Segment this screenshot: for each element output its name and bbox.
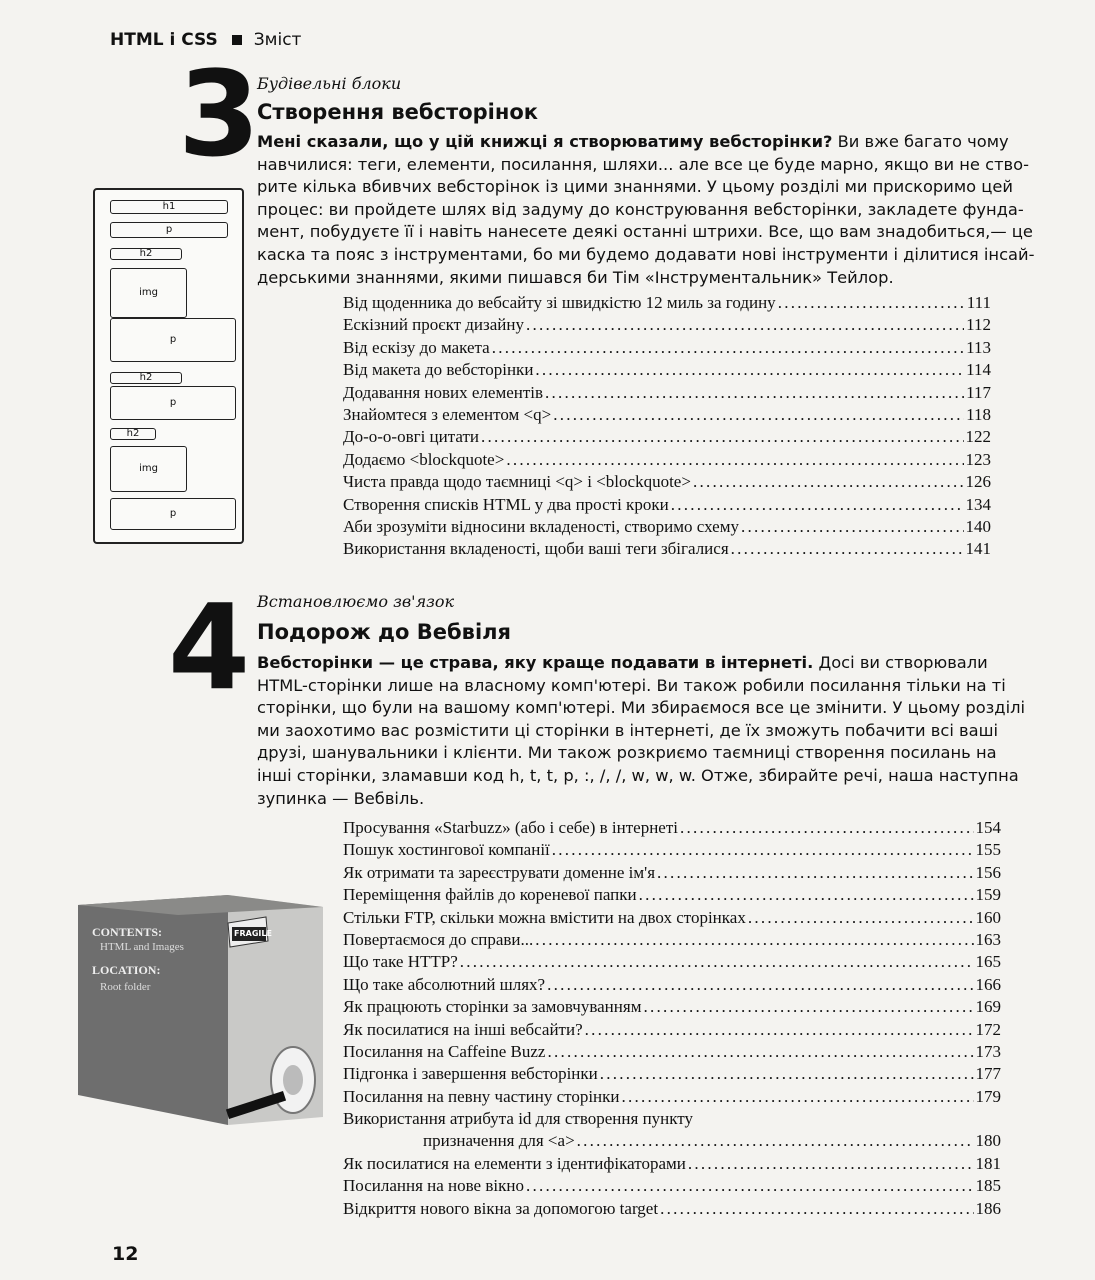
toc-entry[interactable] (343, 338, 991, 360)
toc-entry-page: 169 (975, 997, 1001, 1017)
toc-entry-page: 122 (965, 427, 991, 447)
toc-entry[interactable] (343, 360, 991, 382)
toc-entry-page: 154 (975, 818, 1001, 837)
toc-entry-page: 173 (975, 1041, 1001, 1061)
toc-entry-page: 134 (965, 494, 991, 514)
toc-entry[interactable] (343, 383, 991, 405)
box-contents-label: CONTENTS: (92, 925, 163, 939)
toc-entry[interactable] (343, 472, 991, 494)
intro-line: навчилися: теги, елементи, посилання, шляхи... але все це буде марно, якщо ви не ство- (257, 154, 1029, 174)
toc-entry-title: Просування «Starbuzz» (або і себе) в інтернеті (343, 818, 678, 837)
box-location-label: LOCATION: (92, 963, 161, 977)
dot-leader (688, 1154, 974, 1174)
toc-entry-page: 114 (966, 360, 991, 380)
intro-line: HTML-сторінки лише на власному комп'ютері. Ви також робили посилання тільки на ті (257, 675, 1006, 695)
toc-entry-page: 179 (975, 1086, 1001, 1106)
toc-entry-page: 185 (975, 1176, 1001, 1196)
intro-lead: Вебсторінки — це страва, яку краще подавати в інтернеті. (257, 653, 814, 672)
wireframe-block: img (110, 446, 187, 492)
intro-line: ми заохотимо вас розмістити ці сторінки в інтернеті, де їх зможуть побачити всі ваші (257, 720, 999, 740)
dot-leader (545, 383, 964, 403)
dot-leader (526, 1176, 974, 1196)
toc-entry[interactable] (343, 293, 991, 315)
toc-entry-page: 159 (975, 885, 1001, 905)
toc-entry-title: Стільки FTP, скільки можна вмістити на двох сторінках (343, 907, 746, 927)
toc-entry-title: Як працюють сторінки за замовчуванням (343, 997, 642, 1017)
dot-leader (639, 885, 974, 905)
dot-leader (553, 405, 964, 425)
toc-entry-page: 160 (975, 907, 1001, 927)
toc-entry-page: 112 (966, 315, 991, 335)
dot-leader (741, 517, 964, 537)
toc-entry[interactable] (343, 885, 1001, 907)
toc-entry[interactable] (343, 818, 1001, 840)
intro-line: Ви вже багато чому (837, 132, 1009, 151)
dot-leader (600, 1064, 974, 1084)
dot-leader (671, 495, 964, 515)
dot-leader (535, 360, 964, 380)
toc-entry[interactable] (343, 517, 991, 539)
toc-entry[interactable] (343, 539, 991, 561)
wireframe-block: p (110, 498, 236, 530)
toc-entry-title: Додаємо <blockquote> (343, 449, 505, 469)
toc-entry-title: Аби зрозуміти відносини вкладеності, створимо схему (343, 516, 739, 536)
chapter-title: Створення вебсторінок (257, 100, 539, 124)
toc-entry-page: 186 (975, 1198, 1001, 1218)
toc-entry[interactable] (343, 997, 1001, 1019)
toc-entry[interactable] (343, 495, 991, 517)
toc-entry[interactable] (343, 315, 991, 337)
toc-entry[interactable] (343, 1199, 1001, 1221)
intro-line: сторінки, що були на вашому комп'ютері. Ми збираємося все це змінити. У цьому розділі (257, 698, 1026, 718)
intro-line: мент, побудуєте її і навіть нанесете деякі останні штрихи. Все, що вам знадобиться,— це (257, 222, 1033, 242)
toc-entry-page: 181 (975, 1153, 1001, 1173)
toc-entry-title: Підгонка і завершення вебсторінки (343, 1064, 598, 1084)
toc-entry[interactable] (343, 1064, 1001, 1086)
toc-entry-page: 118 (966, 404, 991, 424)
toc-entry-title: Створення списків HTML у два прості кроки (343, 494, 669, 514)
wireframe-block: h2 (110, 248, 182, 260)
book-title: HTML і CSS (110, 30, 218, 50)
toc-entry-page: 172 (975, 1019, 1001, 1039)
toc-entry-page: 113 (966, 337, 991, 357)
intro-line: Досі ви створювали (818, 653, 988, 672)
intro-line: дерськими знаннями, якими пишався би Тім «Інструментальник» Тейлор. (257, 267, 894, 287)
dot-leader (481, 427, 963, 447)
toc-entry-title: Відкриття нового вікна за допомогою target (343, 1198, 659, 1218)
wireframe-block: p (110, 222, 228, 238)
dot-leader (622, 1087, 974, 1107)
toc-entry-page: 141 (965, 539, 991, 559)
intro-line: друзі, шанувальники і клієнти. Ми також розкриємо таємниці створення посилань на (257, 743, 997, 763)
toc-entry[interactable] (343, 840, 1001, 862)
toc-list (343, 293, 991, 562)
toc-entry-page: 166 (975, 974, 1001, 994)
box-contents-value: HTML and Images (100, 941, 184, 953)
toc-entry-title: Використання атрибута id для створення пункту (343, 1109, 694, 1129)
dot-leader (657, 863, 973, 883)
toc-entry-title: Як посилатися на елементи з ідентифікаторами (343, 1153, 686, 1173)
intro-lead: Мені сказали, що у цій книжці я створюватиму вебсторінки? (257, 132, 833, 151)
toc-entry[interactable] (343, 952, 1001, 974)
toc-entry-page: 156 (975, 862, 1001, 882)
dot-leader (535, 930, 973, 950)
dot-leader (680, 818, 974, 838)
toc-entry[interactable] (343, 1176, 1001, 1198)
dot-leader (547, 975, 973, 995)
toc-list (343, 818, 1001, 1221)
toc-entry-title: Посилання на певну частину сторінки (343, 1086, 620, 1106)
toc-entry[interactable] (343, 1087, 1001, 1109)
toc-entry-page: 177 (975, 1064, 1001, 1084)
dot-leader (506, 450, 963, 470)
toc-entry[interactable] (343, 405, 991, 427)
toc-entry[interactable] (343, 427, 991, 449)
dot-leader (585, 1020, 974, 1040)
chapter-subtitle: Встановлюємо зв'язок (257, 592, 455, 611)
intro-line: інші сторінки, зламавши код h, t, t, p, :, /, /, w, w, w. Отже, збирайте речі, наша наступна (257, 765, 1019, 785)
toc-entry-title: Переміщення файлів до кореневої папки (343, 885, 637, 905)
dot-leader (731, 539, 964, 559)
chapter-subtitle: Будівельні блоки (257, 74, 402, 93)
toc-entry-title: Додавання нових елементів (343, 382, 544, 402)
intro-line: процес: ви пройдете шлях від задуму до конструювання вебсторінки, закладете фунда- (257, 199, 1024, 219)
chapter-number: 4 (168, 578, 247, 716)
dot-leader (643, 997, 973, 1017)
toc-entry-title: Що таке абсолютний шлях? (343, 974, 546, 994)
toc-entry-page: 123 (965, 449, 991, 469)
dot-leader (460, 952, 974, 972)
toc-entry[interactable] (343, 1131, 1001, 1153)
toc-entry-title: Повертаємося до справи... (343, 929, 534, 949)
toc-entry-title: До-о-о-овгі цитати (343, 427, 480, 447)
dot-leader (693, 472, 964, 492)
toc-entry-page: 117 (966, 382, 991, 402)
toc-entry[interactable] (343, 930, 1001, 952)
page-wireframe-sketch (93, 188, 244, 544)
chapter-title: Подорож до Вебвіля (257, 620, 512, 644)
toc-entry-title: Знайомтеся з елементом <q> (343, 404, 552, 424)
toc-entry-title: Пошук хостингової компанії (343, 840, 550, 860)
toc-entry-page: 126 (965, 472, 991, 492)
chapter-number: 3 (178, 45, 257, 183)
section-name: Зміст (253, 30, 302, 50)
wireframe-block: p (110, 318, 236, 362)
toc-entry[interactable] (343, 1042, 1001, 1064)
wireframe-block: h1 (110, 200, 228, 214)
toc-entry-page: 111 (966, 293, 991, 312)
dot-leader (778, 293, 965, 313)
wireframe-block: h2 (110, 372, 182, 384)
toc-entry-title: Від макета до вебсторінки (343, 360, 534, 380)
dot-leader (577, 1131, 974, 1151)
toc-entry-title: Ескізний проєкт дизайну (343, 315, 524, 335)
toc-entry-title: Використання вкладеності, щоби ваші теги збігалися (343, 539, 729, 559)
intro-line: рите кілька вбивчих вебсторінок із цими знаннями. У цьому розділі ми прискоримо цей (257, 177, 1013, 197)
toc-entry-title: Посилання на Caffeine Buzz (343, 1041, 546, 1061)
toc-entry-title: Як посилатися на інші вебсайти? (343, 1019, 583, 1039)
toc-entry-page: 180 (975, 1131, 1001, 1151)
toc-entry-title: Від ескізу до макета (343, 337, 490, 357)
wireframe-block: img (110, 268, 187, 318)
dot-leader (748, 908, 974, 928)
dot-leader (552, 840, 974, 860)
chapter-intro (257, 652, 1067, 810)
toc-entry-title: Посилання на нове вікно (343, 1176, 524, 1196)
toc-entry-page: 140 (965, 516, 991, 536)
toc-entry[interactable] (343, 1109, 1001, 1131)
intro-line: зупинка — Вебвіль. (257, 788, 425, 808)
toc-entry[interactable] (343, 975, 1001, 997)
toc-entry[interactable] (343, 1154, 1001, 1176)
toc-entry-page: 165 (975, 952, 1001, 972)
intro-line: каска та пояс з інструментами, бо ми будемо додавати нові інструменти і ділитися інсай- (257, 244, 1035, 264)
toc-entry-title: Чиста правда щодо таємниці <q> і <blockquote> (343, 472, 691, 492)
chapter-intro (257, 131, 1047, 289)
dot-leader (492, 338, 964, 358)
toc-entry-title: Як отримати та зареєструвати доменне ім'я (343, 862, 656, 882)
square-bullet-icon (232, 35, 242, 45)
page-number: 12 (112, 1243, 139, 1265)
toc-entry-title: призначення для <a> (423, 1131, 575, 1151)
toc-entry[interactable] (343, 863, 1001, 885)
wireframe-block: h2 (110, 428, 156, 440)
dot-leader (660, 1199, 973, 1219)
dot-leader (547, 1042, 973, 1062)
fragile-sticker: FRAGILE (234, 929, 272, 938)
toc-entry[interactable] (343, 908, 1001, 930)
dot-leader (526, 315, 964, 335)
box-location-value: Root folder (100, 981, 151, 993)
toc-entry-title: Від щоденника до вебсайту зі швидкістю 12 миль за годину (343, 293, 776, 312)
toc-entry-title: Що таке HTTP? (343, 952, 458, 972)
toc-entry[interactable] (343, 450, 991, 472)
toc-entry-page: 155 (975, 840, 1001, 860)
wireframe-block: p (110, 386, 236, 420)
toc-entry[interactable] (343, 1020, 1001, 1042)
toc-entry-page: 163 (975, 929, 1001, 949)
